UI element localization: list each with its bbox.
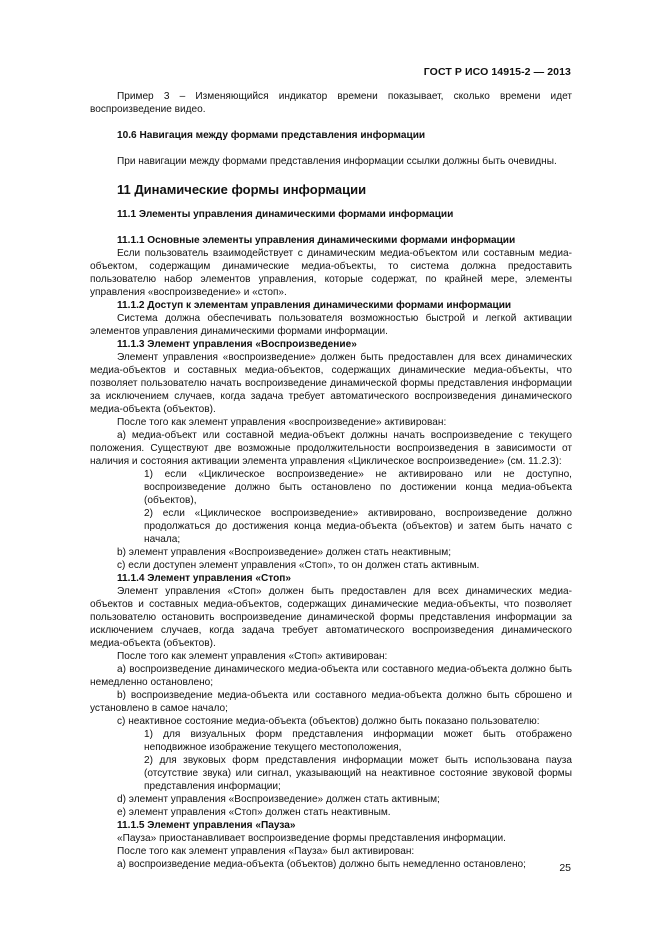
paragraph-11-1-4-after: После того как элемент управления «Стоп» активирован:	[117, 651, 388, 662]
heading-11-1-5: 11.1.5 Элемент управления «Пауза»	[117, 820, 296, 831]
heading-11-1-2: 11.1.2 Доступ к элементам управления динамическими формами информации	[117, 300, 512, 311]
list-item-11-1-3-a1: 1) если «Циклическое воспроизведение» не активировано или не доступно, воспроизведение должно быть остановлено по достижении конца медиа-объекта (объектов),	[144, 469, 572, 506]
list-item-11-1-4-c1: 1) для визуальных форм представления информации может быть отображено неподвижное изображение текущего местоположения,	[144, 729, 572, 753]
example-3-note: Пример 3 – Изменяющийся индикатор времени показывает, сколько времени идет воспроизведение видео.	[90, 91, 572, 115]
heading-11-1-4: 11.1.4 Элемент управления «Стоп»	[117, 573, 291, 584]
list-item-11-1-4-c: c) неактивное состояние медиа-объекта (объектов) должно быть показано пользователю:	[117, 716, 540, 727]
heading-10-6: 10.6 Навигация между формами представления информации	[117, 130, 426, 141]
paragraph-11-1-1: Если пользователь взаимодействует с динамическим медиа-объектом или составным медиа-объектом, содержащим динамические медиа-объекты, то система должна предоставить пользователю набор элементов управления, которые содержат, по крайней мере, элементы управления «воспроизведение» и «стоп».	[90, 248, 572, 298]
paragraph-11-1-3: Элемент управления «воспроизведение» должен быть предоставлен для всех динамических медиа-объектов и составных медиа-объектов, содержащих динамические медиа-объекты, что позволяет пользователю начать воспроизведение динамической формы представления информации за исключением случаев, когда задача требует автоматического воспроизведения динамического медиа-объекта (объектов).	[90, 352, 572, 415]
list-item-11-1-4-e: e) элемент управления «Стоп» должен стать неактивным.	[117, 807, 391, 818]
paragraph-11-1-2: Система должна обеспечивать пользователя возможностью быстрой и легкой активации элементов управления динамическими формами информации.	[90, 313, 572, 337]
paragraph-11-1-5-after: После того как элемент управления «Пауза» был активирован:	[117, 846, 415, 857]
document-code: ГОСТ Р ИСО 14915-2 — 2013	[423, 66, 571, 78]
heading-11: 11 Динамические формы информации	[117, 182, 367, 197]
heading-11-1-1: 11.1.1 Основные элементы управления динамическими формами информации	[117, 235, 516, 246]
heading-11-1: 11.1 Элементы управления динамическими формами информации	[117, 209, 454, 220]
list-item-11-1-3-a2: 2) если «Циклическое воспроизведение» активировано, воспроизведение должно продолжаться до достижения конца медиа-объекта (объектов) и затем быть начато с начала;	[144, 508, 572, 545]
list-item-11-1-5-a: а) воспроизведение медиа-объекта (объектов) должно быть немедленно остановлено;	[117, 859, 526, 870]
list-item-11-1-4-a: a) воспроизведение динамического медиа-объекта или составного медиа-объекта должно быть немедленно остановлено;	[90, 664, 572, 688]
paragraph-11-1-3-after: После того как элемент управления «воспроизведение» активирован:	[117, 417, 447, 428]
list-item-11-1-3-c: c) если доступен элемент управления «Стоп», то он должен стать активным.	[117, 560, 480, 571]
list-item-11-1-3-a: а) медиа-объект или составной медиа-объект должны начать воспроизведение с текущего положения. Существуют две возможные продолжительности воспроизведения в зависимости от наличия и состояния активации элемента управления «Циклическое воспроизведение» (см. 11.2.3):	[90, 430, 572, 467]
heading-11-1-3: 11.1.3 Элемент управления «Воспроизведение»	[117, 339, 357, 350]
paragraph-11-1-4: Элемент управления «Стоп» должен быть предоставлен для всех динамических медиа-объектов и составных медиа-объектов, содержащих динамические медиа-объекты, что позволяет пользователю остановить воспроизведение динамической формы представления информации за исключением случаев, когда задача требует автоматического воспроизведения динамического медиа-объекта (объектов).	[90, 586, 572, 649]
document-body	[90, 90, 572, 871]
page-number: 25	[559, 862, 571, 874]
paragraph-11-1-5: «Пауза» приостанавливает воспроизведение формы представления информации.	[117, 833, 506, 844]
list-item-11-1-4-d: d) элемент управления «Воспроизведение» должен стать активным;	[117, 794, 440, 805]
list-item-11-1-4-c2: 2) для звуковых форм представления информации может быть использована пауза (отсутствие звука) или сигнал, указывающий на неактивное состояние звуковой формы представления информации;	[144, 755, 572, 792]
paragraph-10-6: При навигации между формами представления информации ссылки должны быть очевидны.	[117, 156, 557, 167]
list-item-11-1-4-b: b) воспроизведение медиа-объекта или составного медиа-объекта должно быть сброшено и установлено в самое начало;	[90, 690, 572, 714]
list-item-11-1-3-b: b) элемент управления «Воспроизведение» должен стать неактивным;	[117, 547, 452, 558]
